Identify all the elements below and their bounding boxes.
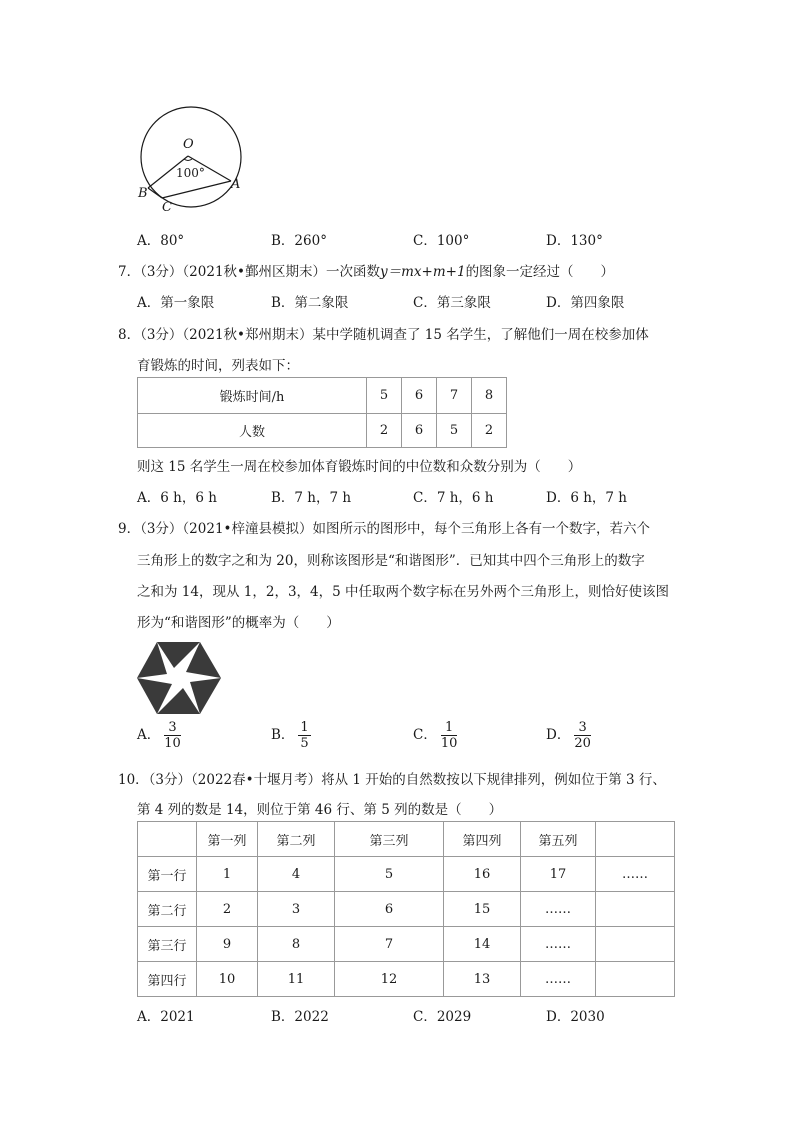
q10-header-cell: 第四列 [444,822,521,857]
q9-option-d[interactable]: D． $\frac{3}{20}$ [546,720,591,751]
q8-table-row1-label: 锻炼时间/h [138,378,367,414]
q10-cell: 15 [444,892,521,927]
q8-option-b[interactable]: B．7 h，7 h [271,490,352,506]
q10-cell: 7 [335,927,444,962]
q8-table-cell: 6 [402,414,437,448]
q10-header-cell: 第五列 [521,822,596,857]
q10-cell: …… [596,857,675,892]
q10-header-cell [596,822,675,857]
q10-cell: 16 [444,857,521,892]
q10-header-cell: 第一列 [197,822,258,857]
q7-formula: y＝mx+m+1 [380,264,466,280]
q8-stem-line1: 8．（3分）（2021秋•郑州期末）某中学随机调查了 15 名学生，了解他们一周在校参加体 [118,327,649,343]
q10-option-a[interactable]: A．2021 [137,1009,195,1025]
q10-option-b[interactable]: B．2022 [271,1009,329,1025]
q10-row-label: 第四行 [138,962,197,997]
q8-stem-line2: 育锻炼的时间，列表如下： [137,358,299,374]
q10-cell: 8 [258,927,335,962]
q8-option-a[interactable]: A．6 h，6 h [137,490,217,506]
q6-option-c[interactable]: C．100° [413,233,470,249]
fraction: $\frac{1}{5}$ [300,720,309,751]
q10-cell: …… [521,962,596,997]
q10-stem-line2: 第 4 列的数是 14，则位于第 46 行、第 5 列的数是（ ） [137,802,503,818]
q9-stem-line4: 形为“和谐图形”的概率为（ ） [137,615,340,631]
q10-option-d[interactable]: D．2030 [546,1009,605,1025]
q10-cell: 3 [258,892,335,927]
q6-option-b[interactable]: B．260° [271,233,327,249]
q8-table-cell: 2 [367,414,402,448]
q10-cell: 4 [258,857,335,892]
q10-cell: …… [521,927,596,962]
q8-question: 则这 15 名学生一周在校参加体育锻炼时间的中位数和众数分别为（ ） [137,459,582,475]
q10-cell: 5 [335,857,444,892]
q7-stem: 7．（3分）（2021秋•鄞州区期末）一次函数y＝mx+m+1的图象一定经过（ ） [118,264,615,280]
q10-header-cell [138,822,197,857]
label-b: B [138,186,148,201]
q6-option-a[interactable]: A．80° [137,233,185,249]
fraction: $\frac{3}{10}$ [164,720,181,751]
q10-cell: 6 [335,892,444,927]
q8-table-cell: 5 [437,414,472,448]
circle-figure [136,104,248,216]
q10-cell [596,892,675,927]
q7-option-d[interactable]: D．第四象限 [546,295,625,311]
q10-header-cell: 第二列 [258,822,335,857]
q8-table-cell: 2 [472,414,507,448]
fraction: $\frac{1}{10}$ [440,720,458,751]
q10-cell [596,927,675,962]
label-c: C [162,200,172,215]
q10-cell: 13 [444,962,521,997]
label-o: O [183,137,194,152]
q8-table [137,377,507,448]
q10-cell: 1 [197,857,258,892]
q8-table-cell: 7 [437,378,472,414]
q8-table-row2-label: 人数 [138,414,367,448]
q10-cell: 9 [197,927,258,962]
q7-option-a[interactable]: A．第一象限 [137,295,215,311]
q10-cell: 11 [258,962,335,997]
label-a: A [231,177,241,192]
q8-option-d[interactable]: D．6 h，7 h [546,490,627,506]
q10-cell: …… [521,892,596,927]
q9-option-a[interactable]: A． $\frac{3}{10}$ [137,720,181,751]
q8-table-cell: 6 [402,378,437,414]
q8-table-cell: 8 [472,378,507,414]
q7-option-c[interactable]: C．第三象限 [413,295,491,311]
hexagon-pinwheel-figure [136,640,222,716]
q10-stem-line1: 10．（3分）（2022春•十堰月考）将从 1 开始的自然数按以下规律排列，例如位于第 3 行、 [118,772,666,788]
q10-cell: 17 [521,857,596,892]
q10-cell: 10 [197,962,258,997]
q10-row-label: 第二行 [138,892,197,927]
q8-table-cell: 5 [367,378,402,414]
q6-option-d[interactable]: D．130° [546,233,603,249]
q9-stem-line3: 之和为 14，现从 1，2，3，4，5 中任取两个数字标在另外两个三角形上，则恰好使该图 [137,584,669,600]
q10-row-label: 第一行 [138,857,197,892]
q7-option-b[interactable]: B．第二象限 [271,295,349,311]
q10-cell [596,962,675,997]
label-angle: 100° [176,166,205,180]
q10-cell: 2 [197,892,258,927]
fraction: $\frac{3}{20}$ [574,720,591,751]
q9-option-c[interactable]: C． $\frac{1}{10}$ [413,720,458,751]
q9-stem-line2: 三角形上的数字之和为 20，则称该图形是“和谐图形”．已知其中四个三角形上的数字 [137,553,645,569]
q10-cell: 12 [335,962,444,997]
q10-header-cell: 第三列 [335,822,444,857]
q9-option-b[interactable]: B． $\frac{1}{5}$ [271,720,309,751]
q10-option-c[interactable]: C．2029 [413,1009,472,1025]
q9-stem-line1: 9．（3分）（2021•梓潼县模拟）如图所示的图形中，每个三角形上各有一个数字，若六个 [118,521,650,537]
q10-table [137,821,675,997]
q10-row-label: 第三行 [138,927,197,962]
q10-cell: 14 [444,927,521,962]
q8-option-c[interactable]: C．7 h，6 h [413,490,494,506]
